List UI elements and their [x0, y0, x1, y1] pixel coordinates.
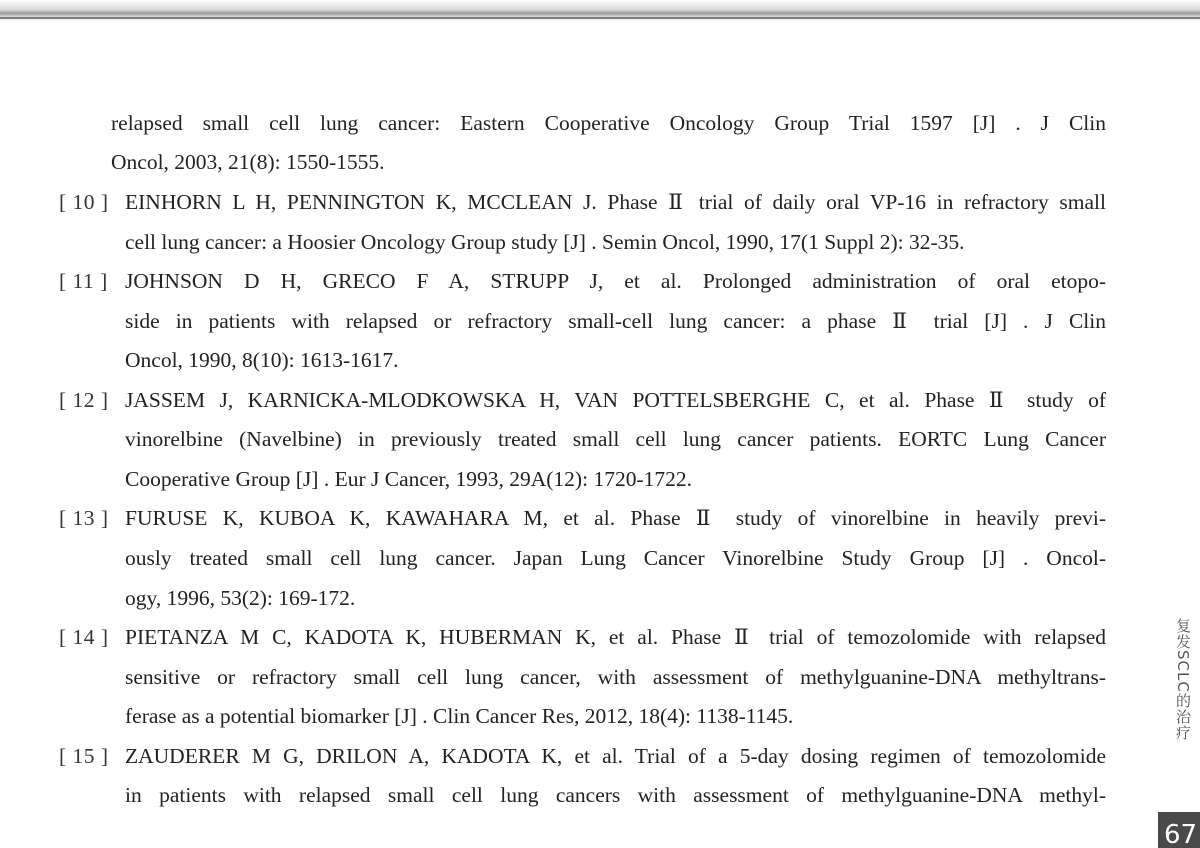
reference-text-line: vinorelbine (Navelbine) in previously treated small cell lung cancer patients. EORTC Lung Cancer: [125, 427, 1106, 451]
reference-text-line: ously treated small cell lung cancer. Japan Lung Cancer Vinorelbine Study Group [J] . Oncol-: [125, 546, 1106, 570]
reference-text-line: ZAUDERER M G, DRILON A, KADOTA K, et al. Trial of a 5-day dosing regimen of temozolomide: [125, 744, 1106, 768]
reference-text-line: Oncol, 2003, 21(8): 1550-1555.: [111, 150, 385, 174]
page-number: 67: [1164, 820, 1198, 848]
reference-text-line: side in patients with relapsed or refractory small-cell lung cancer: a phase Ⅱ trial [J] . J Clin: [125, 309, 1106, 333]
reference-number: [ 12 ]: [59, 388, 109, 412]
reference-text-line: EINHORN L H, PENNINGTON K, MCCLEAN J. Phase Ⅱ trial of daily oral VP-16 in refractory small: [125, 190, 1106, 214]
reference-number: [ 10 ]: [59, 190, 109, 214]
reference-text-line: FURUSE K, KUBOA K, KAWAHARA M, et al. Phase Ⅱ study of vinorelbine in heavily previ-: [125, 506, 1106, 530]
reference-number: [ 14 ]: [59, 625, 109, 649]
reference-text-line: JASSEM J, KARNICKA-MLODKOWSKA H, VAN POTTELSBERGHE C, et al. Phase Ⅱ study of: [125, 388, 1106, 412]
reference-number: [ 13 ]: [59, 506, 109, 530]
reference-text-line: PIETANZA M C, KADOTA K, HUBERMAN K, et al. Phase Ⅱ trial of temozolomide with relapsed: [125, 625, 1106, 649]
reference-text-line: sensitive or refractory small cell lung cancer, with assessment of methylguanine-DNA methyltrans-: [125, 665, 1106, 689]
page-number-tab: [1158, 812, 1200, 848]
reference-text-line: relapsed small cell lung cancer: Eastern Cooperative Oncology Group Trial 1597 [J] . J Clin: [111, 111, 1106, 135]
top-rule: [0, 17, 1200, 19]
reference-number: [ 15 ]: [59, 744, 109, 768]
reference-text-line: ogy, 1996, 53(2): 169-172.: [125, 586, 356, 610]
reference-text-line: in patients with relapsed small cell lung cancers with assessment of methylguanine-DNA methyl-: [125, 783, 1106, 807]
running-header: 复发SCLC的治疗: [1174, 618, 1192, 741]
reference-text-line: Oncol, 1990, 8(10): 1613-1617.: [125, 348, 399, 372]
reference-text-line: Cooperative Group [J] . Eur J Cancer, 1993, 29A(12): 1720-1722.: [125, 467, 692, 491]
reference-text-line: cell lung cancer: a Hoosier Oncology Group study [J] . Semin Oncol, 1990, 17(1 Suppl 2): 32-35.: [125, 230, 965, 254]
reference-text-line: ferase as a potential biomarker [J] . Clin Cancer Res, 2012, 18(4): 1138-1145.: [125, 704, 794, 728]
reference-number: [ 11 ]: [59, 269, 108, 293]
reference-text-line: JOHNSON D H, GRECO F A, STRUPP J, et al. Prolonged administration of oral etopo-: [125, 269, 1106, 293]
